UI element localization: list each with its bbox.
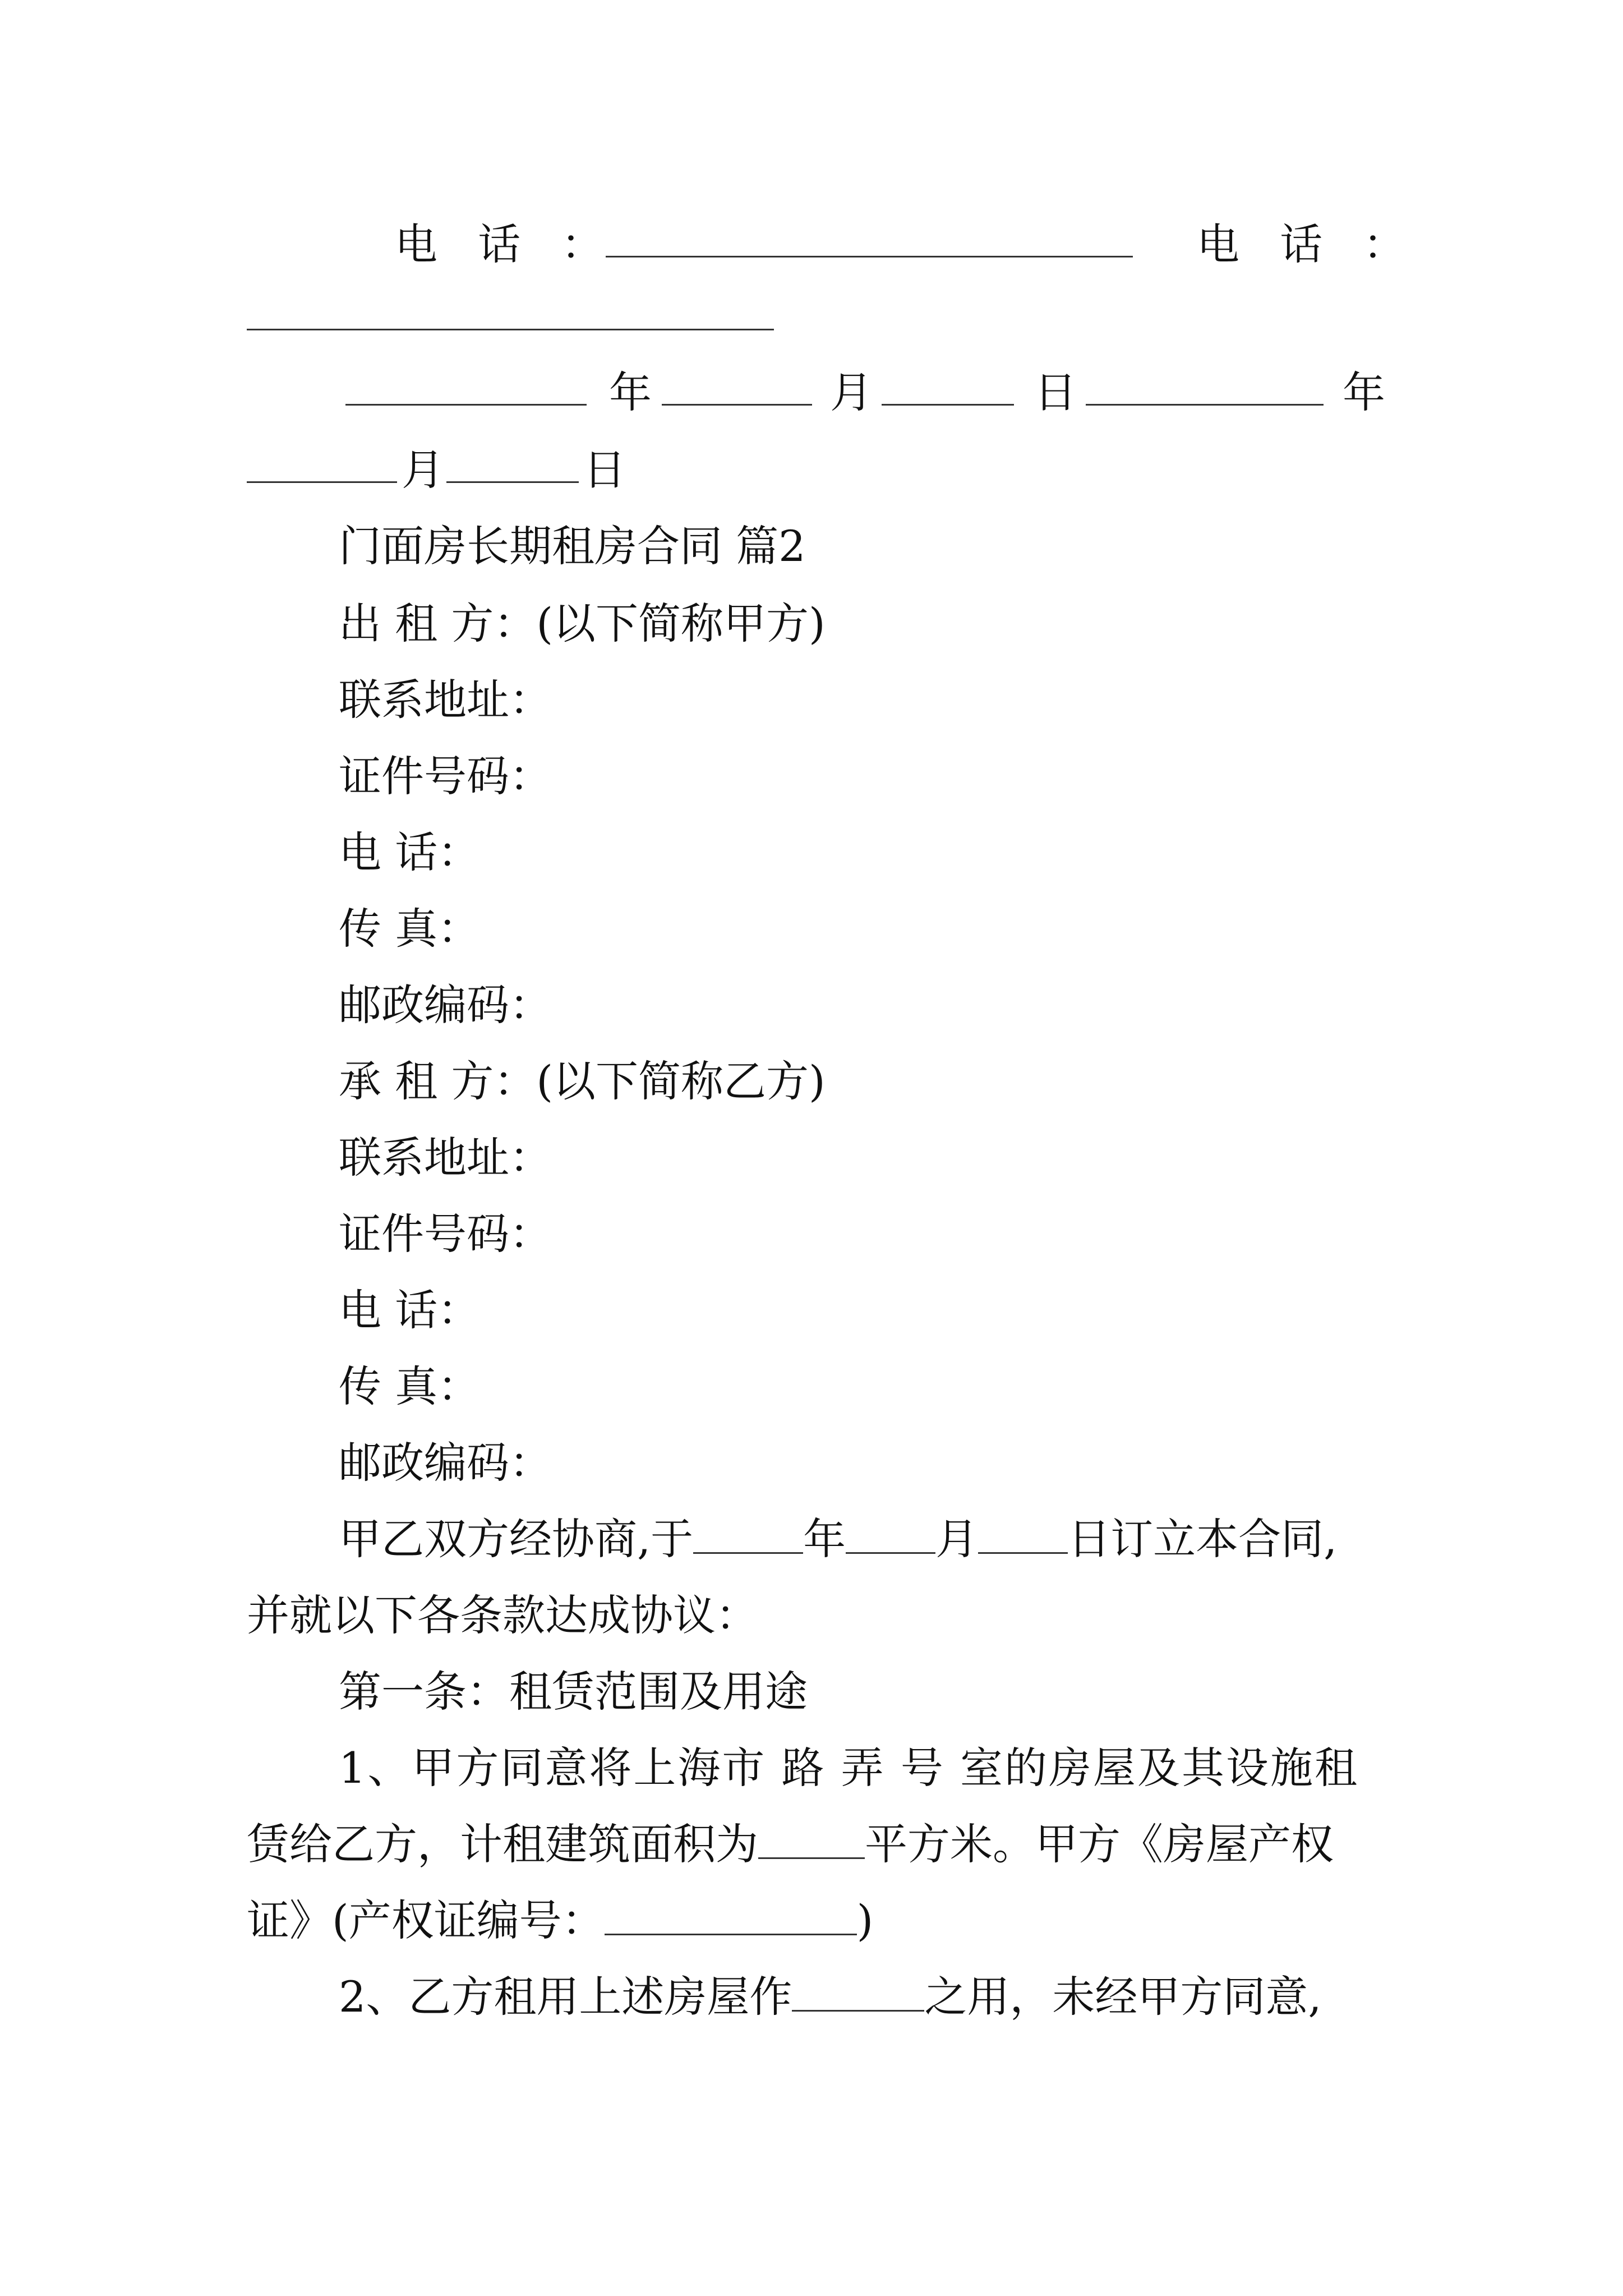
intro-month-blank[interactable] bbox=[846, 1513, 935, 1554]
lessor-fax: 传 真： bbox=[339, 904, 481, 954]
intro-year-blank[interactable] bbox=[693, 1513, 803, 1554]
date-month-blank-left[interactable] bbox=[662, 365, 812, 406]
article-1-title: 第一条：租赁范围及用途 bbox=[339, 1667, 808, 1717]
lessee-address: 联系地址： bbox=[339, 1133, 552, 1182]
clause-1-line-1: 1、甲方同意将上海市 路 弄 号 室的房屋及其设施租 bbox=[339, 1743, 1359, 1793]
phone-label-left: 电 话 ： bbox=[395, 219, 617, 269]
date-year-label-left: 年 bbox=[609, 367, 652, 417]
date-month-blank-right[interactable] bbox=[247, 442, 397, 483]
lessor-role-row bbox=[247, 596, 1385, 652]
intro-year-label: 年 bbox=[803, 1514, 846, 1564]
date-month-label-right: 月 bbox=[402, 445, 444, 495]
phone-blank-left[interactable] bbox=[606, 217, 1133, 257]
date-year-blank-left[interactable] bbox=[345, 365, 587, 406]
lessor-role-label: 出 租 方： bbox=[339, 599, 537, 648]
lessee-role-note: (以下简称乙方) bbox=[536, 1056, 826, 1106]
clause-1-line-2 bbox=[247, 1816, 1385, 1872]
lessor-phone: 电 话： bbox=[339, 827, 481, 877]
intro-day-blank[interactable] bbox=[978, 1513, 1068, 1554]
lessee-id-number: 证件号码： bbox=[339, 1209, 552, 1259]
lessee-role-label: 承 租 方： bbox=[339, 1056, 537, 1106]
clause-1-cert-suffix: ) bbox=[856, 1895, 874, 1945]
clause-2-line-1 bbox=[247, 1969, 1385, 2025]
intro-line-2: 并就以下各条款达成协议： bbox=[247, 1590, 758, 1640]
date-day-label-right: 日 bbox=[583, 445, 626, 495]
intro-suffix: 日订立本合同, bbox=[1068, 1514, 1338, 1564]
section-title: 门面房长期租房合同 篇2 bbox=[339, 521, 806, 571]
intro-line-1 bbox=[247, 1511, 1385, 1567]
date-year-label-right: 年 bbox=[1343, 367, 1385, 417]
date-day-label-left: 日 bbox=[1034, 367, 1077, 417]
lessor-address: 联系地址： bbox=[339, 675, 552, 725]
intro-month-label: 月 bbox=[935, 1514, 979, 1564]
clause-2-prefix: 2、乙方租用上述房屋作 bbox=[339, 1972, 792, 2022]
clause-1-cert-prefix: 证》(产权证编号： bbox=[247, 1895, 605, 1945]
lessor-role-note: (以下简称甲方) bbox=[536, 599, 826, 648]
date-year-blank-right[interactable] bbox=[1086, 365, 1324, 406]
lessor-id-number: 证件号码： bbox=[339, 751, 552, 801]
cert-number-blank[interactable] bbox=[605, 1894, 857, 1935]
clause-1-area-prefix: 赁给乙方，计租建筑面积为 bbox=[247, 1819, 758, 1869]
date-month-label-left: 月 bbox=[830, 367, 873, 417]
phone-blank-right[interactable] bbox=[247, 289, 774, 330]
phone-label-right: 电 话 ： bbox=[1197, 219, 1419, 269]
area-blank[interactable] bbox=[758, 1818, 865, 1859]
clause-1-line-3 bbox=[247, 1893, 1385, 1949]
lessee-fax: 传 真： bbox=[339, 1361, 481, 1411]
lessee-role-row bbox=[247, 1053, 1385, 1110]
date-day-blank-right[interactable] bbox=[446, 442, 579, 483]
intro-prefix: 甲乙双方经协商,于 bbox=[339, 1514, 694, 1564]
date-day-blank-left[interactable] bbox=[882, 365, 1014, 406]
clause-1-area-suffix: 平方米。甲方《房屋产权 bbox=[865, 1819, 1334, 1869]
usage-blank[interactable] bbox=[792, 1971, 924, 2012]
lessee-phone: 电 话： bbox=[339, 1285, 481, 1335]
lessee-postcode: 邮政编码： bbox=[339, 1438, 552, 1488]
lessor-postcode: 邮政编码： bbox=[339, 980, 552, 1030]
clause-2-suffix: 之用，未经甲方同意, bbox=[924, 1972, 1322, 2022]
